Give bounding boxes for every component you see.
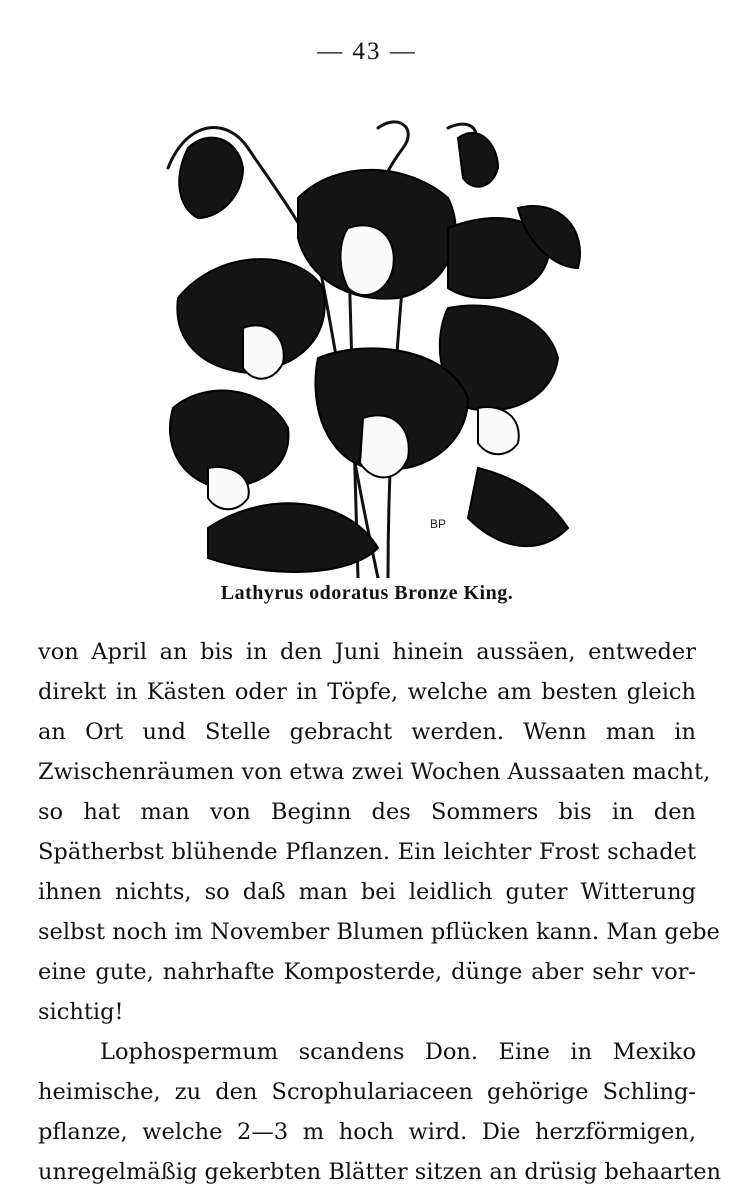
leaf	[468, 468, 568, 546]
text-line: ihnen nichts, so daß man bei leidlich guter Witterung	[38, 879, 696, 905]
body-text	[38, 632, 722, 1192]
petal	[458, 133, 498, 187]
text-line: eine gute, nahrhafte Komposterde, dünge aber sehr vor-	[38, 959, 696, 985]
sweet-pea-illustration	[148, 108, 590, 578]
text-line: Spätherbst blühende Pflanzen. Ein leichter Frost schadet	[38, 839, 696, 865]
engraver-monogram: BP	[430, 517, 447, 531]
leaf	[208, 503, 378, 572]
text-line: Lophospermum scandens Don. Eine in Mexiko	[100, 1039, 696, 1065]
keel-petal	[478, 407, 519, 454]
text-line: unregelmäßig gekerbten Blätter sitzen an drüsig behaarten	[38, 1159, 722, 1185]
text-line: selbst noch im November Blumen pflücken kann. Man gebe	[38, 919, 720, 945]
text-line: von April an bis in den Juni hinein aussäen, entweder	[38, 639, 696, 665]
text-line: direkt in Kästen oder in Töpfe, welche am besten gleich	[38, 679, 696, 705]
petal	[179, 138, 243, 218]
text-line: so hat man von Beginn des Sommers bis in den	[38, 799, 696, 825]
keel-petal	[341, 225, 394, 295]
text-line: pflanze, welche 2—3 m hoch wird. Die herzförmigen,	[38, 1119, 696, 1145]
keel-petal	[360, 415, 409, 477]
text-line: Zwischenräumen von etwa zwei Wochen Aussaaten macht,	[38, 759, 711, 785]
text-line: sichtig!	[38, 999, 124, 1025]
page-number: — 43 —	[317, 38, 417, 65]
text-line: an Ort und Stelle gebracht werden. Wenn man in	[38, 719, 696, 745]
figure-caption: Lathyrus odoratus Bronze King.	[220, 582, 514, 604]
text-line: heimische, zu den Scrophulariaceen gehörige Schling-	[38, 1079, 696, 1105]
